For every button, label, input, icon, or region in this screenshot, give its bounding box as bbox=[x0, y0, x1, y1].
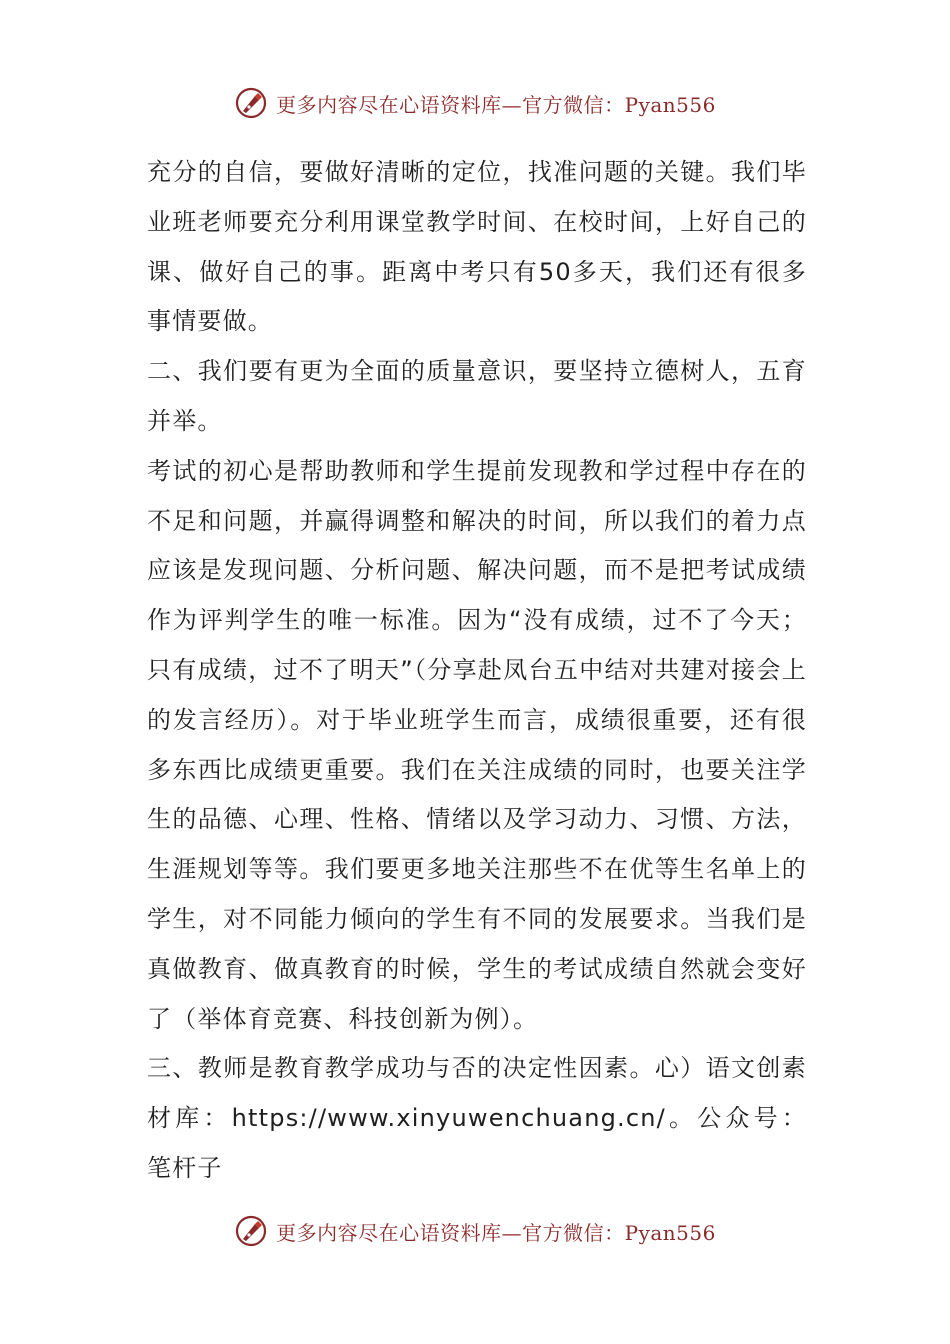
paragraph-2: 二、我们要有更为全面的质量意识，要坚持立德树人，五育并举。 bbox=[147, 357, 807, 435]
paragraph-4: 三、教师是教育教学成功与否的决定性因素。心）语文创素材库：https://www.xinyuwenchuang.cn/。公众号：笔杆子 bbox=[147, 1054, 807, 1182]
header-banner bbox=[0, 83, 950, 123]
pen-nib-logo-icon bbox=[234, 1214, 268, 1248]
paragraph-1: 充分的自信，要做好清晰的定位，找准问题的关键。我们毕业班老师要充分利用课堂教学时间、在校时间，上好自己的课、做好自己的事。距离中考只有50多天，我们还有很多事情要做。 bbox=[147, 158, 807, 336]
pen-nib-logo-icon bbox=[234, 86, 268, 120]
footer-banner-text: 更多内容尽在心语资料库—官方微信：Pyan556 bbox=[276, 1220, 716, 1245]
footer-banner bbox=[0, 1211, 950, 1251]
paragraph-3: 考试的初心是帮助教师和学生提前发现教和学过程中存在的不足和问题，并赢得调整和解决的时间，所以我们的着力点应该是发现问题、分析问题、解决问题，而不是把考试成绩作为评判学生的唯一标准。因为“没有成绩，过不了今天；只有成绩，过不了明天”（分享赴凤台五中结对共建对接会上的发言经历）。对于毕业班学生而言，成绩很重要，还有很多东西比成绩更重要。我们在关注成绩的同时，也要关注学生的品德、心理、性格、情绪以及学习动力、习惯、方法，生涯规划等等。我们要更多地关注那些不在优等生名单上的学生，对不同能力倾向的学生有不同的发展要求。当我们是真做教育、做真教育的时候，学生的考试成绩自然就会变好了（举体育竞赛、科技创新为例）。 bbox=[147, 456, 807, 1033]
header-banner-text: 更多内容尽在心语资料库—官方微信：Pyan556 bbox=[276, 92, 716, 117]
document-body bbox=[147, 148, 807, 1194]
